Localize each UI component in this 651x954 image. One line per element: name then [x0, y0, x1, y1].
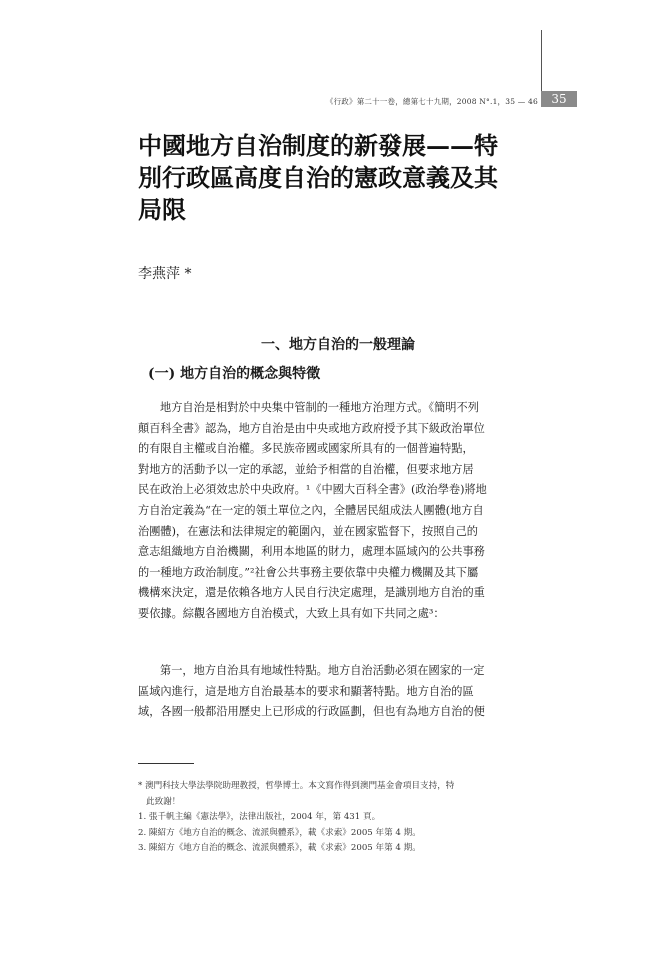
body-paragraph-2 [138, 661, 538, 723]
article-title-line: 別行政區高度自治的憲政意義及其 [138, 163, 498, 192]
footnote: 2. 陳紹方《地方自治的概念、流派與體系》，載《求索》2005 年第 4 期。 [138, 827, 421, 838]
header-vertical-rule [541, 30, 542, 92]
footnote: 此致謝！ [146, 796, 181, 807]
article-title-line: 中國地方自治制度的新發展——特 [138, 131, 498, 160]
text-line: 的有限自主權或自治權。多民族帝國或國家所具有的一個普遍特點， [138, 442, 474, 456]
text-line: 域，各國一般都沿用歷史上已形成的行政區劃，但也有為地方自治的便 [138, 705, 485, 719]
text-line: 地方自治是相對於中央集中管制的一種地方治理方式。《簡明不列 [160, 401, 479, 414]
article-title [138, 130, 538, 226]
text-line: 區域內進行，這是地方自治最基本的要求和顯著特點。地方自治的區 [138, 684, 474, 698]
page-number: 35 [541, 91, 577, 107]
text-line: 顛百科全書》認為，地方自治是由中央或地方政府授予其下級政治單位 [138, 421, 485, 435]
text-line: 要依據。綜觀各國地方自治模式，大致上具有如下共同之處³： [138, 606, 445, 620]
footnote: 1. 張千帆主編《憲法學》，法律出版社，2004 年，第 431 頁。 [138, 812, 381, 823]
text-line: 意志組織地方自治機關，利用本地區的財力，處理本區域內的公共事務 [138, 545, 485, 559]
text-line: 民在政治上必須效忠於中央政府。¹《中國大百科全書》(政治學卷)將地 [138, 483, 487, 497]
text-line: 治團體)，在憲法和法律規定的範圍內，並在國家監督下，按照自己的 [138, 524, 478, 538]
author-name: 李燕萍 * [138, 266, 192, 282]
running-head: 《行政》第二十一卷，總第七十九期，2008 N°.1，35 — 46 [325, 97, 538, 106]
subsection-heading: (一) 地方自治的概念與特徵 [148, 366, 321, 382]
footnote: 3. 陳紹方《地方自治的概念、流派與體系》，載《求索》2005 年第 4 期。 [138, 843, 421, 854]
text-line: 第一，地方自治具有地域性特點。地方自治活動必須在國家的一定 [160, 664, 485, 677]
text-line: 機構來決定，還是依賴各地方人民自行決定處理，是識別地方自治的重 [138, 586, 485, 600]
article-title-line: 局限 [138, 195, 186, 224]
footnote-divider [138, 763, 194, 764]
section-heading: 一、地方自治的一般理論 [261, 337, 415, 353]
text-line: 的一種地方政治制度。”²社會公共事務主要依靠中央權力機關及其下屬 [138, 565, 479, 579]
text-line: 對地方的活動予以一定的承認，並給予相當的自治權，但要求地方居 [138, 462, 474, 476]
text-line: 方自治定義為“在一定的領土單位之內，全體居民組成法人團體(地方自 [138, 503, 484, 517]
footnotes [138, 779, 543, 857]
footnote: * 澳門科技大學法學院助理教授，哲學博士。本文寫作得到澳門基金會項目支持，特 [138, 781, 455, 791]
body-paragraph-1 [138, 398, 538, 625]
